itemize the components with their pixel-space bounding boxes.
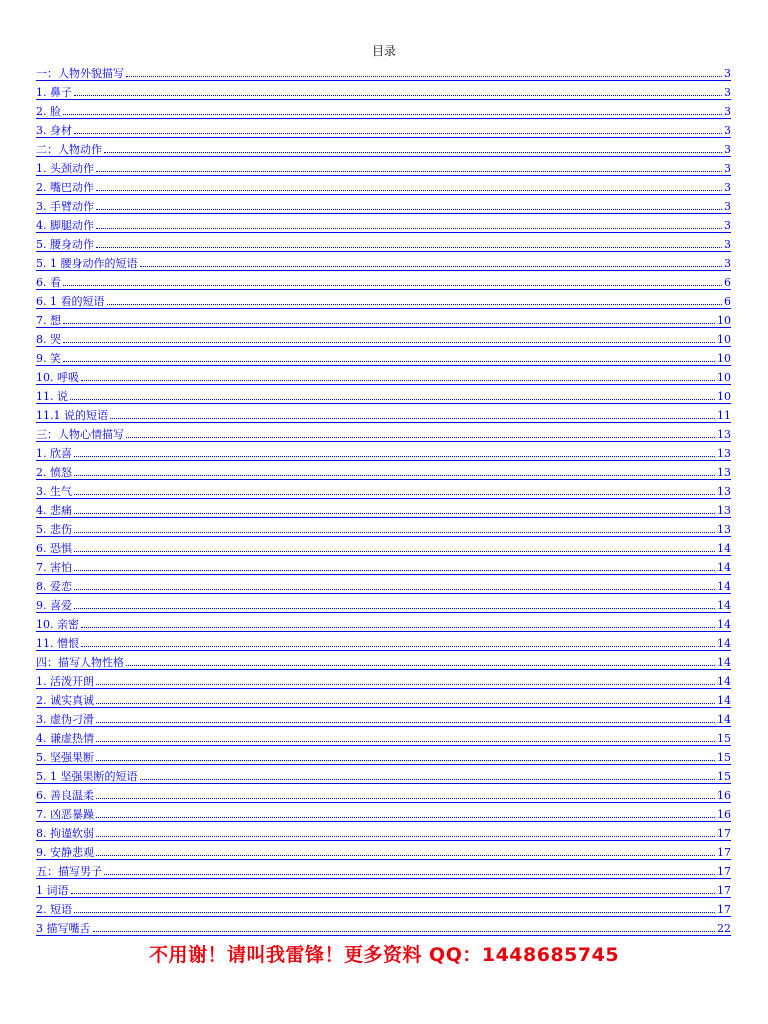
toc-entry-page-number: 3 — [724, 219, 731, 232]
toc-entry[interactable] — [36, 822, 731, 841]
toc-entry-label: 6. 善良温柔 — [36, 789, 94, 802]
toc-entry[interactable] — [36, 518, 731, 537]
toc-entry-page-number: 3 — [724, 238, 731, 251]
toc-entry-page-number: 14 — [717, 618, 731, 631]
toc-entry-label: 一：人物外貌描写 — [36, 67, 124, 80]
toc-dot-leader — [74, 95, 722, 96]
toc-entry-label: 五：描写男子 — [36, 865, 102, 878]
toc-entry-page-number: 14 — [717, 637, 731, 650]
toc-entry[interactable] — [36, 841, 731, 860]
toc-dot-leader — [110, 418, 715, 419]
toc-entry[interactable] — [36, 670, 731, 689]
toc-entry-label: 四：描写人物性格 — [36, 656, 124, 669]
toc-entry-label: 11. 说 — [36, 390, 68, 403]
toc-entry[interactable] — [36, 727, 731, 746]
toc-entry-page-number: 14 — [717, 542, 731, 555]
toc-dot-leader — [74, 912, 715, 913]
toc-entry-page-number: 13 — [717, 504, 731, 517]
toc-dot-leader — [96, 722, 715, 723]
toc-entry-label: 7. 凶恶暴躁 — [36, 808, 94, 821]
toc-dot-leader — [74, 589, 715, 590]
toc-entry-label: 4. 谦虚热情 — [36, 732, 94, 745]
toc-entry-page-number: 17 — [717, 865, 731, 878]
toc-entry-label: 8. 拘谨软弱 — [36, 827, 94, 840]
toc-entry-page-number: 3 — [724, 200, 731, 213]
toc-entry-page-number: 17 — [717, 827, 731, 840]
toc-entry-label: 二：人物动作 — [36, 143, 102, 156]
toc-dot-leader — [96, 817, 715, 818]
toc-dot-leader — [96, 836, 715, 837]
toc-entry[interactable] — [36, 689, 731, 708]
toc-entry-label: 11.1 说的短语 — [36, 409, 108, 422]
toc-entry-label: 9. 笑 — [36, 352, 61, 365]
toc-dot-leader — [74, 456, 715, 457]
toc-dot-leader — [74, 494, 715, 495]
toc-dot-leader — [104, 152, 722, 153]
toc-entry[interactable] — [36, 176, 731, 195]
toc-entry-label: 10. 呼吸 — [36, 371, 79, 384]
toc-entry-page-number: 14 — [717, 580, 731, 593]
toc-entry[interactable] — [36, 119, 731, 138]
toc-entry-page-number: 3 — [724, 105, 731, 118]
toc-dot-leader — [96, 760, 715, 761]
toc-dot-leader — [126, 437, 715, 438]
footer-banner: 不用谢！请叫我雷锋！更多资料 QQ：1448685745 — [148, 944, 620, 966]
toc-entry[interactable] — [36, 328, 731, 347]
toc-entry-page-number: 3 — [724, 67, 731, 80]
toc-entry-page-number: 6 — [724, 276, 731, 289]
toc-entry-label: 5. 悲伤 — [36, 523, 72, 536]
toc-dot-leader — [96, 209, 722, 210]
toc-entry-page-number: 17 — [717, 903, 731, 916]
toc-dot-leader — [74, 513, 715, 514]
toc-dot-leader — [126, 76, 722, 77]
toc-entry[interactable] — [36, 898, 731, 917]
toc-entry-page-number: 13 — [717, 466, 731, 479]
toc-entry[interactable] — [36, 499, 731, 518]
toc-entry-page-number: 17 — [717, 884, 731, 897]
toc-entry-page-number: 16 — [717, 808, 731, 821]
toc-entry-page-number: 17 — [717, 846, 731, 859]
toc-entry-label: 9. 喜爱 — [36, 599, 72, 612]
toc-entry[interactable] — [36, 385, 731, 404]
toc-entry[interactable] — [36, 347, 731, 366]
toc-entry-page-number: 10 — [717, 352, 731, 365]
toc-entry-page-number: 14 — [717, 713, 731, 726]
toc-entry[interactable] — [36, 62, 731, 81]
toc-entry-label: 5. 1 坚强果断的短语 — [36, 770, 138, 783]
toc-entry[interactable] — [36, 423, 731, 442]
toc-dot-leader — [140, 779, 716, 780]
toc-dot-leader — [74, 551, 715, 552]
toc-entry-page-number: 11 — [717, 409, 731, 422]
toc-entry-label: 三：人物心情描写 — [36, 428, 124, 441]
toc-entry-label: 7. 害怕 — [36, 561, 72, 574]
toc-entry-page-number: 3 — [724, 181, 731, 194]
toc-entry[interactable] — [36, 537, 731, 556]
toc-entry[interactable] — [36, 290, 731, 309]
toc-entry-page-number: 3 — [724, 162, 731, 175]
table-of-contents — [36, 62, 731, 936]
toc-entry-label: 2. 短语 — [36, 903, 72, 916]
toc-dot-leader — [96, 171, 722, 172]
toc-dot-leader — [96, 228, 722, 229]
toc-entry-label: 5. 坚强果断 — [36, 751, 94, 764]
toc-entry[interactable] — [36, 594, 731, 613]
toc-entry-page-number: 14 — [717, 694, 731, 707]
toc-entry[interactable] — [36, 803, 731, 822]
toc-entry[interactable] — [36, 765, 731, 784]
toc-dot-leader — [96, 798, 715, 799]
toc-entry-label: 2. 诚实真诚 — [36, 694, 94, 707]
toc-entry[interactable] — [36, 632, 731, 651]
toc-entry-label: 6. 1 看的短语 — [36, 295, 105, 308]
toc-dot-leader — [96, 247, 722, 248]
toc-entry-label: 3. 生气 — [36, 485, 72, 498]
toc-entry[interactable] — [36, 404, 731, 423]
toc-entry[interactable] — [36, 81, 731, 100]
toc-entry-page-number: 22 — [717, 922, 731, 935]
toc-entry-label: 7. 想 — [36, 314, 61, 327]
toc-entry-label: 3. 虚伪刁滑 — [36, 713, 94, 726]
toc-entry-label: 8. 爱恋 — [36, 580, 72, 593]
toc-entry[interactable] — [36, 214, 731, 233]
toc-entry-label: 2. 脸 — [36, 105, 61, 118]
toc-entry-page-number: 13 — [717, 447, 731, 460]
toc-dot-leader — [74, 475, 715, 476]
toc-dot-leader — [74, 133, 722, 134]
toc-entry-page-number: 3 — [724, 86, 731, 99]
toc-dot-leader — [74, 608, 715, 609]
toc-entry-page-number: 3 — [724, 124, 731, 137]
toc-entry[interactable] — [36, 613, 731, 632]
toc-entry[interactable] — [36, 917, 731, 936]
toc-entry-page-number: 14 — [717, 675, 731, 688]
toc-entry-page-number: 15 — [717, 751, 731, 764]
toc-entry[interactable] — [36, 195, 731, 214]
toc-entry[interactable] — [36, 575, 731, 594]
toc-entry[interactable] — [36, 138, 731, 157]
toc-entry-page-number: 13 — [717, 523, 731, 536]
toc-entry[interactable] — [36, 708, 731, 727]
toc-dot-leader — [126, 665, 715, 666]
toc-entry-label: 1. 头颈动作 — [36, 162, 94, 175]
toc-dot-leader — [63, 323, 715, 324]
toc-entry-label: 2. 嘴巴动作 — [36, 181, 94, 194]
toc-entry[interactable] — [36, 556, 731, 575]
toc-entry[interactable] — [36, 461, 731, 480]
toc-dot-leader — [93, 931, 716, 932]
toc-entry-page-number: 13 — [717, 428, 731, 441]
toc-entry-label: 1 词语 — [36, 884, 69, 897]
toc-entry-label: 3. 手臂动作 — [36, 200, 94, 213]
toc-entry-page-number: 14 — [717, 599, 731, 612]
toc-entry-page-number: 15 — [717, 732, 731, 745]
toc-entry-page-number: 10 — [717, 390, 731, 403]
toc-dot-leader — [63, 361, 715, 362]
toc-dot-leader — [74, 570, 715, 571]
toc-dot-leader — [104, 874, 715, 875]
page-title: 目录 — [371, 44, 396, 58]
toc-dot-leader — [96, 741, 715, 742]
toc-entry[interactable] — [36, 651, 731, 670]
toc-entry-label: 5. 腰身动作 — [36, 238, 94, 251]
toc-entry-label: 8. 哭 — [36, 333, 61, 346]
toc-dot-leader — [81, 627, 715, 628]
toc-dot-leader — [81, 380, 715, 381]
toc-entry-label: 4. 脚腿动作 — [36, 219, 94, 232]
toc-dot-leader — [63, 114, 722, 115]
toc-entry[interactable] — [36, 233, 731, 252]
toc-dot-leader — [96, 855, 715, 856]
toc-dot-leader — [81, 646, 715, 647]
toc-entry-label: 6. 恐惧 — [36, 542, 72, 555]
toc-entry-page-number: 16 — [717, 789, 731, 802]
toc-entry-page-number: 13 — [717, 485, 731, 498]
toc-entry[interactable] — [36, 480, 731, 499]
toc-dot-leader — [96, 684, 715, 685]
toc-dot-leader — [107, 304, 723, 305]
toc-entry-page-number: 6 — [724, 295, 731, 308]
toc-entry-label: 1. 鼻子 — [36, 86, 72, 99]
toc-entry-page-number: 10 — [717, 333, 731, 346]
toc-entry-label: 1. 活泼开朗 — [36, 675, 94, 688]
toc-entry-label: 3. 身材 — [36, 124, 72, 137]
toc-dot-leader — [140, 266, 723, 267]
toc-dot-leader — [96, 190, 722, 191]
toc-entry-label: 4. 悲痛 — [36, 504, 72, 517]
toc-entry[interactable] — [36, 746, 731, 765]
toc-entry-label: 6. 看 — [36, 276, 61, 289]
toc-entry-label: 1. 欣喜 — [36, 447, 72, 460]
toc-entry[interactable] — [36, 157, 731, 176]
toc-entry[interactable] — [36, 366, 731, 385]
toc-dot-leader — [70, 399, 715, 400]
toc-entry-label: 2. 愤怒 — [36, 466, 72, 479]
toc-dot-leader — [63, 285, 722, 286]
toc-entry[interactable] — [36, 860, 731, 879]
toc-dot-leader — [71, 893, 716, 894]
toc-entry-page-number: 15 — [717, 770, 731, 783]
toc-entry-label: 11. 憎恨 — [36, 637, 79, 650]
toc-entry-label: 3 描写嘴舌 — [36, 922, 91, 935]
toc-entry-label: 9. 安静悲观 — [36, 846, 94, 859]
toc-dot-leader — [96, 703, 715, 704]
toc-entry-page-number: 14 — [717, 561, 731, 574]
toc-entry[interactable] — [36, 784, 731, 803]
toc-entry[interactable] — [36, 309, 731, 328]
toc-dot-leader — [74, 532, 715, 533]
toc-entry-page-number: 3 — [724, 257, 731, 270]
toc-entry[interactable] — [36, 100, 731, 119]
toc-entry-page-number: 10 — [717, 371, 731, 384]
toc-entry-page-number: 3 — [724, 143, 731, 156]
toc-entry-label: 10. 亲密 — [36, 618, 79, 631]
toc-dot-leader — [63, 342, 715, 343]
toc-entry-label: 5. 1 腰身动作的短语 — [36, 257, 138, 270]
toc-entry[interactable] — [36, 271, 731, 290]
toc-entry[interactable] — [36, 252, 731, 271]
toc-entry[interactable] — [36, 442, 731, 461]
toc-entry-page-number: 14 — [717, 656, 731, 669]
toc-entry-page-number: 10 — [717, 314, 731, 327]
toc-entry[interactable] — [36, 879, 731, 898]
